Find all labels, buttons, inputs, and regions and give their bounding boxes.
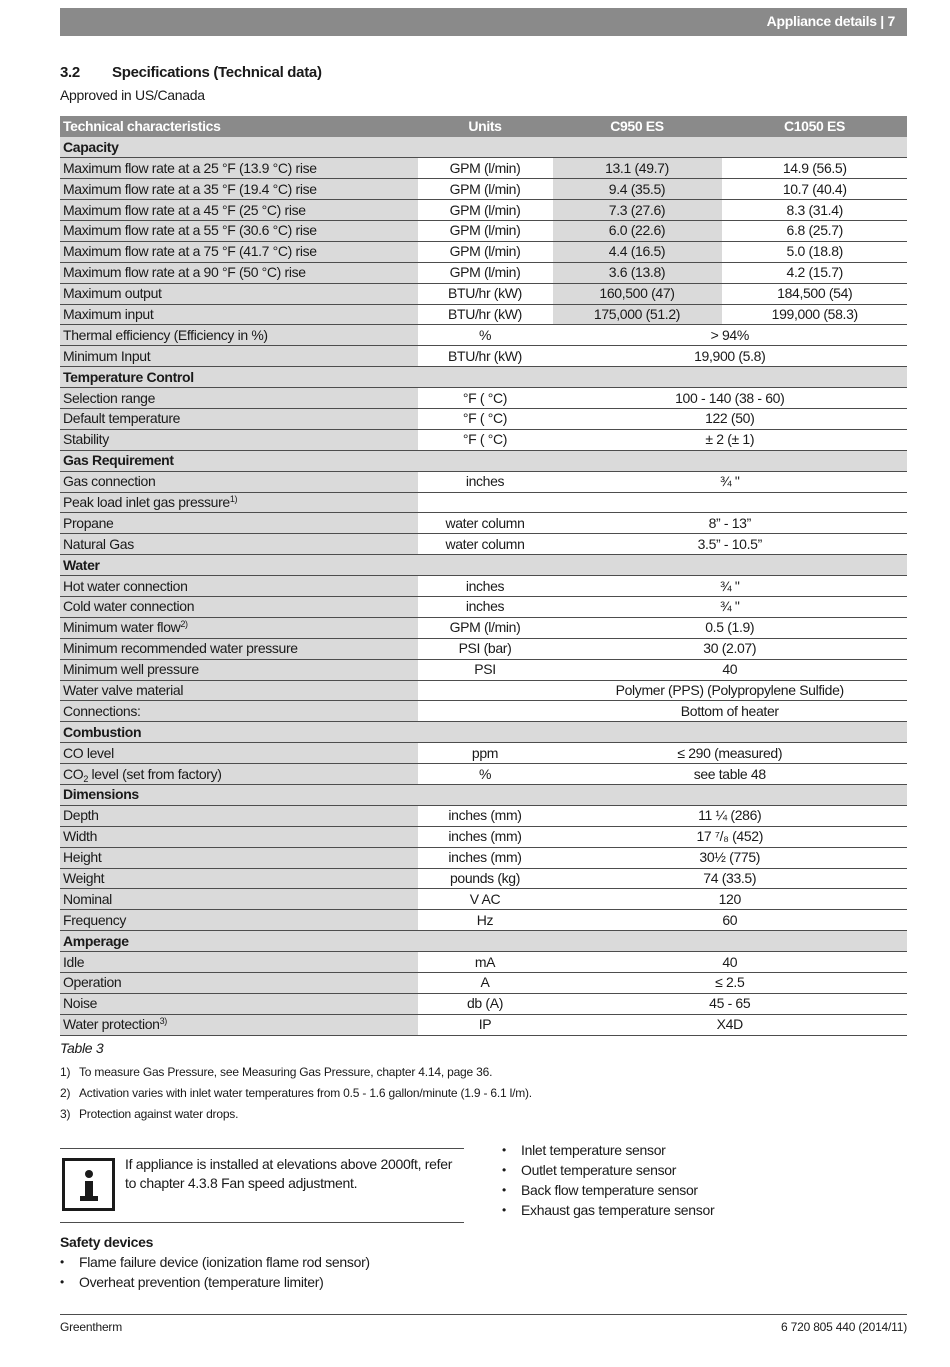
list-item: • Inlet temperature sensor (502, 1140, 714, 1160)
value-both-models: 60 (552, 910, 907, 931)
value-both-models: 3.5” - 10.5” (552, 534, 907, 555)
value-both-models: ¾ " (552, 596, 907, 617)
row-unit: water column (418, 534, 552, 555)
table-row (60, 889, 907, 910)
row-label (60, 388, 418, 409)
value-both-models: see table 48 (552, 764, 907, 785)
value-c950: 9.4 (35.5) (552, 179, 722, 200)
table-row (60, 429, 907, 450)
footer-doc-number: 6 720 805 440 (2014/11) (781, 1320, 907, 1334)
row-label-text: Maximum input (63, 305, 154, 322)
column-header: Technical characteristics (60, 116, 418, 137)
row-unit: inches (mm) (418, 847, 552, 868)
footer-brand: Greentherm (60, 1320, 123, 1334)
row-unit: inches (418, 471, 552, 492)
row-unit: % (418, 764, 552, 785)
table-row (60, 283, 907, 304)
row-label-text: Selection range (63, 389, 156, 406)
row-label (60, 973, 418, 994)
row-label-text: Connections: (63, 702, 141, 719)
row-label (60, 826, 418, 847)
list-item: • Overheat prevention (temperature limiter) (60, 1272, 370, 1292)
row-label (60, 492, 418, 513)
row-unit: V AC (418, 889, 552, 910)
section-fill (418, 931, 907, 952)
table-row (60, 513, 907, 534)
sensors-list (502, 1140, 714, 1220)
row-label-text: Propane (63, 514, 114, 531)
row-unit: inches (418, 596, 552, 617)
list-item: • Exhaust gas temperature sensor (502, 1200, 714, 1220)
row-label-text-after: level (set from factory) (87, 765, 222, 782)
value-both-models: 0.5 (1.9) (552, 617, 907, 638)
row-unit (418, 680, 552, 701)
value-both-models: X4D (552, 1014, 907, 1035)
table-section-row (60, 450, 907, 471)
value-both-models: 45 - 65 (552, 993, 907, 1014)
footnote (60, 1086, 532, 1100)
row-label (60, 283, 418, 304)
row-label-text: Noise (63, 995, 98, 1012)
section-label: Water (60, 555, 418, 576)
row-unit (418, 701, 552, 722)
value-both-models: ≤ 2.5 (552, 973, 907, 994)
table-section-row (60, 367, 907, 388)
table-row (60, 471, 907, 492)
value-c950: 160,500 (47) (552, 283, 722, 304)
value-both-models: ¾ " (552, 576, 907, 597)
row-unit: BTU/hr (kW) (418, 283, 552, 304)
row-label (60, 680, 418, 701)
row-label (60, 952, 418, 973)
row-unit: A (418, 973, 552, 994)
row-label-text: Operation (63, 974, 122, 991)
row-unit: GPM (l/min) (418, 200, 552, 221)
row-unit: Hz (418, 910, 552, 931)
column-header: Units (418, 116, 552, 137)
row-unit: inches (418, 576, 552, 597)
table-row (60, 534, 907, 555)
row-label (60, 868, 418, 889)
section-label: Temperature Control (60, 367, 418, 388)
value-both-models: 100 - 140 (38 - 60) (552, 388, 907, 409)
table-row (60, 910, 907, 931)
row-label-text: Maximum flow rate at a 90 °F (50 °C) rise (63, 264, 306, 281)
footnote-ref: 3) (159, 1016, 167, 1027)
row-unit: inches (mm) (418, 826, 552, 847)
footnote (60, 1107, 238, 1121)
row-unit: GPM (l/min) (418, 179, 552, 200)
section-fill (418, 555, 907, 576)
row-label-text: Width (63, 828, 98, 845)
table-section-row (60, 722, 907, 743)
row-label-text: Thermal efficiency (Efficiency in %) (63, 326, 268, 343)
section-fill (418, 367, 907, 388)
row-label-text: Nominal (63, 890, 112, 907)
row-label-text: Peak load inlet gas pressure (63, 493, 230, 510)
value-both-models: 19,900 (5.8) (552, 346, 907, 367)
footnote-number: 2) (60, 1086, 71, 1100)
table-row (60, 743, 907, 764)
value-both-models: Polymer (PPS) (Polypropylene Sulfide) (552, 680, 907, 701)
section-label: Amperage (60, 931, 418, 952)
row-label-text: Height (63, 849, 102, 866)
section-number: 3.2 (60, 64, 80, 81)
column-header: C1050 ES (722, 116, 907, 137)
table-row (60, 973, 907, 994)
table-row (60, 408, 907, 429)
value-both-models: ± 2 (± 1) (552, 429, 907, 450)
row-label (60, 346, 418, 367)
row-label-text: Water protection (63, 1016, 160, 1033)
list-item: • Back flow temperature sensor (502, 1180, 714, 1200)
table-row (60, 868, 907, 889)
page-header (60, 8, 907, 36)
row-label-text: Idle (63, 953, 85, 970)
section-fill (418, 137, 907, 158)
section-fill (418, 785, 907, 806)
note-divider-top (60, 1148, 464, 1149)
table-body (60, 137, 907, 1035)
footnote-text: Activation varies with inlet water temperatures from 0.5 - 1.6 gallon/minute (1.9 - 6.1 l/m). (79, 1086, 532, 1100)
table-row (60, 200, 907, 221)
value-both-models: 40 (552, 659, 907, 680)
value-c1050: 14.9 (56.5) (722, 158, 907, 179)
table-header-row (60, 116, 907, 137)
row-label (60, 1014, 418, 1035)
value-c1050: 199,000 (58.3) (722, 304, 907, 325)
section-label: Capacity (60, 137, 418, 158)
row-unit: °F ( °C) (418, 388, 552, 409)
value-both-models: 30 (2.07) (552, 638, 907, 659)
table-row (60, 826, 907, 847)
row-label-text: Cold water connection (63, 598, 195, 615)
table-row (60, 993, 907, 1014)
row-unit: GPM (l/min) (418, 262, 552, 283)
value-both-models: 40 (552, 952, 907, 973)
row-label-text: Hot water connection (63, 577, 188, 594)
value-c950: 7.3 (27.6) (552, 200, 722, 221)
table-row (60, 1014, 907, 1035)
table-row (60, 388, 907, 409)
row-label (60, 304, 418, 325)
value-both-models: 17 ⁷/₈ (452) (552, 826, 907, 847)
row-label-text: Minimum water flow (63, 619, 181, 636)
value-c1050: 5.0 (18.8) (722, 241, 907, 262)
safety-devices-list (60, 1252, 370, 1292)
section-label: Combustion (60, 722, 418, 743)
row-label-text: Gas connection (63, 473, 156, 490)
row-unit: IP (418, 1014, 552, 1035)
table-row (60, 764, 907, 785)
table-section-row (60, 785, 907, 806)
row-label (60, 241, 418, 262)
value-both-models: 11 ¼ (286) (552, 805, 907, 826)
section-subtitle: Approved in US/Canada (60, 87, 205, 103)
table-caption: Table 3 (60, 1040, 104, 1056)
footnote-ref: 2) (180, 619, 188, 630)
specifications-table (60, 116, 907, 1036)
row-label (60, 596, 418, 617)
footer-divider (60, 1314, 907, 1315)
value-both-models: 120 (552, 889, 907, 910)
row-label-text: Weight (63, 870, 105, 886)
section-title-text: Specifications (Technical data) (112, 64, 322, 81)
row-label-text: Maximum flow rate at a 25 °F (13.9 °C) rise (63, 159, 317, 176)
footnote-ref: 1) (229, 493, 238, 504)
table-row (60, 262, 907, 283)
safety-devices-title: Safety devices (60, 1234, 154, 1250)
row-label-text: CO (63, 765, 84, 782)
list-item: • Outlet temperature sensor (502, 1160, 714, 1180)
value-c950: 4.4 (16.5) (552, 241, 722, 262)
table-row (60, 638, 907, 659)
value-c950: 6.0 (22.6) (552, 220, 722, 241)
row-label (60, 513, 418, 534)
value-c1050: 4.2 (15.7) (722, 262, 907, 283)
row-unit: ppm (418, 743, 552, 764)
row-label (60, 158, 418, 179)
table-section-row (60, 137, 907, 158)
row-label (60, 701, 418, 722)
value-c950: 3.6 (13.8) (552, 262, 722, 283)
row-unit: inches (mm) (418, 805, 552, 826)
table-row (60, 346, 907, 367)
value-both-models (552, 492, 907, 513)
row-label-text: Natural Gas (63, 535, 134, 552)
row-label (60, 847, 418, 868)
row-label (60, 743, 418, 764)
value-both-models: 122 (50) (552, 408, 907, 429)
row-label-text: Maximum flow rate at a 35 °F (19.4 °C) rise (63, 180, 317, 197)
row-unit: pounds (kg) (418, 868, 552, 889)
row-unit: db (A) (418, 993, 552, 1014)
value-both-models: Bottom of heater (552, 701, 907, 722)
row-label-text: Default temperature (63, 410, 181, 427)
row-label (60, 220, 418, 241)
footnote-text: Protection against water drops. (79, 1107, 239, 1121)
table-row (60, 220, 907, 241)
row-label-text: Frequency (63, 911, 126, 928)
table-row (60, 659, 907, 680)
row-label (60, 534, 418, 555)
row-unit: % (418, 325, 552, 346)
row-unit: water column (418, 513, 552, 534)
value-c1050: 6.8 (25.7) (722, 220, 907, 241)
value-both-models: 8” - 13” (552, 513, 907, 534)
footnote-number: 1) (60, 1065, 71, 1079)
row-label (60, 805, 418, 826)
column-header: C950 ES (552, 116, 722, 137)
row-unit: BTU/hr (kW) (418, 346, 552, 367)
row-label (60, 429, 418, 450)
row-label-text: Maximum flow rate at a 55 °F (30.6 °C) rise (63, 222, 317, 239)
section-fill (418, 450, 907, 471)
row-unit: GPM (l/min) (418, 220, 552, 241)
table-row (60, 158, 907, 179)
value-both-models: > 94% (552, 325, 907, 346)
row-label (60, 659, 418, 680)
row-label (60, 617, 418, 638)
row-label (60, 993, 418, 1014)
info-note-text: If appliance is installed at elevations above 2000ft, refer to chapter 4.3.8 Fan speed adjustment. (125, 1156, 453, 1191)
row-unit: °F ( °C) (418, 408, 552, 429)
list-item: • Flame failure device (ionization flame rod sensor) (60, 1252, 370, 1272)
row-unit: PSI (418, 659, 552, 680)
row-label-text: CO level (63, 744, 114, 761)
table-row (60, 596, 907, 617)
row-label-text: Minimum well pressure (63, 661, 199, 678)
table-row (60, 304, 907, 325)
table-row (60, 680, 907, 701)
table-row (60, 179, 907, 200)
footnote (60, 1065, 492, 1079)
table-row (60, 952, 907, 973)
row-label-text: Depth (63, 807, 99, 824)
value-c1050: 10.7 (40.4) (722, 179, 907, 200)
section-label: Dimensions (60, 785, 418, 806)
value-both-models: ≤ 290 (measured) (552, 743, 907, 764)
table-row (60, 847, 907, 868)
page-header-text: Appliance details | 7 (766, 13, 895, 29)
footnote-number: 3) (60, 1107, 71, 1121)
table-row (60, 241, 907, 262)
row-label (60, 910, 418, 931)
value-both-models: 74 (33.5) (552, 868, 907, 889)
row-label-subscript: 2 (83, 773, 88, 784)
footnote-text: To measure Gas Pressure, see Measuring Gas Pressure, chapter 4.14, page 36. (79, 1065, 493, 1079)
row-label (60, 325, 418, 346)
row-label (60, 408, 418, 429)
row-unit: GPM (l/min) (418, 158, 552, 179)
section-title (60, 64, 322, 81)
table-row (60, 617, 907, 638)
row-label (60, 179, 418, 200)
row-label (60, 764, 418, 785)
note-divider-bottom (60, 1222, 464, 1223)
row-label-text: Maximum output (63, 285, 162, 302)
row-label-text: Stability (63, 431, 109, 448)
row-unit: GPM (l/min) (418, 241, 552, 262)
row-unit: PSI (bar) (418, 638, 552, 659)
row-label (60, 576, 418, 597)
row-label-text: Water valve material (63, 681, 184, 698)
section-label: Gas Requirement (60, 450, 418, 471)
row-unit: BTU/hr (kW) (418, 304, 552, 325)
row-unit (418, 492, 552, 513)
info-icon (62, 1158, 115, 1211)
row-unit: mA (418, 952, 552, 973)
row-label (60, 200, 418, 221)
value-both-models: 30½ (775) (552, 847, 907, 868)
value-both-models: ¾ " (552, 471, 907, 492)
row-label-text: Minimum Input (63, 347, 151, 364)
row-label (60, 638, 418, 659)
row-label (60, 471, 418, 492)
row-label-text: Minimum recommended water pressure (63, 640, 298, 657)
value-c950: 175,000 (51.2) (552, 304, 722, 325)
table-row (60, 701, 907, 722)
table-row (60, 325, 907, 346)
table-row (60, 805, 907, 826)
value-c1050: 8.3 (31.4) (722, 200, 907, 221)
table-section-row (60, 555, 907, 576)
row-unit: GPM (l/min) (418, 617, 552, 638)
row-label (60, 889, 418, 910)
table-row (60, 576, 907, 597)
section-fill (418, 722, 907, 743)
row-unit: °F ( °C) (418, 429, 552, 450)
value-c950: 13.1 (49.7) (552, 158, 722, 179)
row-label-text: Maximum flow rate at a 75 °F (41.7 °C) rise (63, 243, 317, 260)
row-label-text: Maximum flow rate at a 45 °F (25 °C) rise (63, 201, 306, 218)
table-section-row (60, 931, 907, 952)
value-c1050: 184,500 (54) (722, 283, 907, 304)
table-row (60, 492, 907, 513)
row-label (60, 262, 418, 283)
